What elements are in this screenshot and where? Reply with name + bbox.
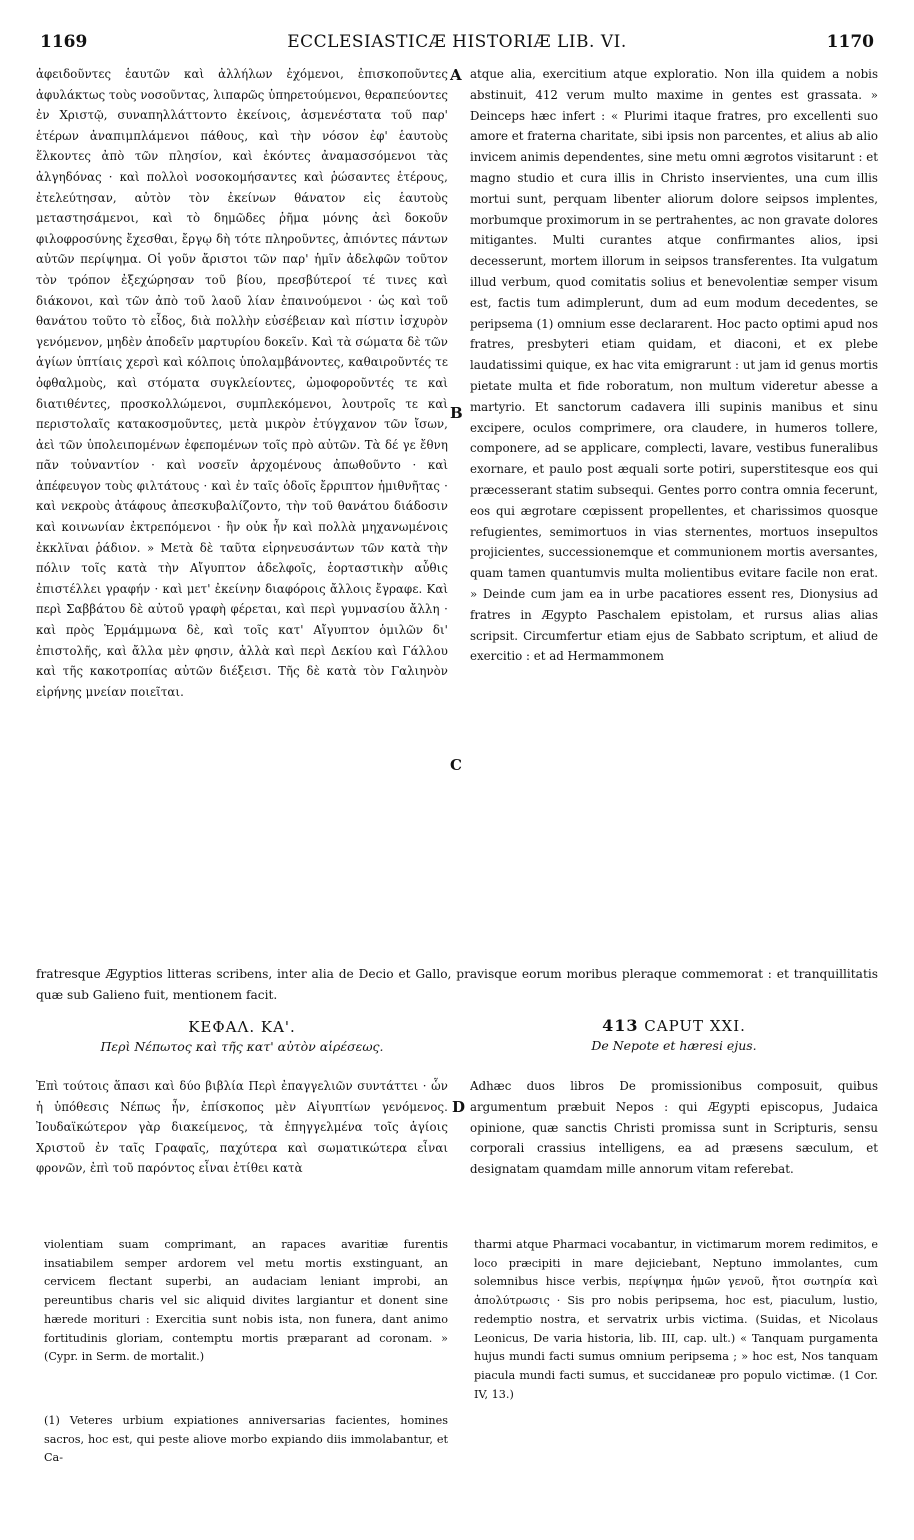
footnote-1: (1) Veteres urbium expiationes anniversarias facientes, homines sacros, hoc est, qui peste aliove morbo expiando diis immolabantur, et Ca-: [44, 1414, 448, 1465]
greek-chapter-title: ΚΕΦΑΛ. ΚΑ'.: [188, 1018, 296, 1036]
latin-chapter-text: Adhæc duos libros De promissionibus composuit, quibus argumentum præbuit Nepos : qui Ægypti episcopus, Judaica opinione, quæ sanctis Christi promissa sunt in Scripturis, sensu corporali crassius intelligens, ea ad præsens sæculum, et designatam quamdam mille annorum vitam referebat.: [470, 1079, 878, 1177]
margin-marker-c: C: [450, 756, 462, 774]
greek-chapter-heading: [36, 1018, 448, 1054]
margin-marker-d: D: [452, 1098, 466, 1116]
page-number-left: 1169: [40, 32, 88, 52]
greek-chapter-text: Ἐπὶ τούτοις ἅπασι καὶ δύο βιβλία Περὶ ἐπαγγελιῶν συντάττει · ὧν ἡ ὑπόθεσις Νέπως ἦν, ἐπίσκοπος μὲν Αἰγυπτίων γενόμενος. Ἰουδαϊκώτερον γὰρ διακείμενος, τὰ ἐπηγγελμένα τοῖς ἁγίοις Χριστοῦ ἐν ταῖς Γραφαῖς, παχύτερα καὶ σωματικώτερα εἶναι φρονῶν, ἐπὶ τοῦ παρόντος εἶναι ἐτίθει κατὰ: [36, 1079, 448, 1176]
footnote-left-continuation: violentiam suam comprimant, an rapaces avaritiæ furentis insatiabilem semper ardorem vel metu mortis exstinguant, an cervicem flectant superbi, an audaciam leniant improbi, an pereuntibus charis vel sic aliquid divites largiantur et donent sine hærede morituri : Exercitia sunt nobis ista, non funera, dant animo fortitudinis gloriam, contemptu mortis præparant ad coronam. » (Cypr. in Serm. de mortalit.): [44, 1238, 448, 1364]
running-title: ECCLESIASTICÆ HISTORIÆ LIB. VI.: [287, 32, 627, 52]
latin-chapter-title: CAPUT XXI.: [644, 1017, 746, 1035]
latin-column-text: atque alia, exercitium atque exploratio. Non illa quidem a nobis abstinuit, 412 verum multo maxime in gentes est grassata. » Deinceps hæc infert : « Plurimi itaque fratres, pro excellenti suo amore et fraterna charitate, sibi ipsis non parcentes, et alius ab alio invicem animis dependentes, sine metu omni ægrotos visitarunt : et magno studio et cura illis in Christo inservientes, una cum illis mortui sunt, perquam libenter aliorum dolore seipsos implentes, morbumque proximorum in se pertrahentes, ac non gravate dolores mitigantes. Multi curantes atque confirmantes alios, ipsi decesserunt, mortem illorum in seipsos transferentes. Ita vulgatum illud verbum, quod comitatis solius et benevolentiæ semper visum est, factis tum adimplerunt, dum ad eum modum decedentes, se peripsema (1) omnium esse declararent. Hoc pacto optimi apud nos fratres, presbyteri etiam quidam, et diaconi, et ex plebe laudatissimi quique, ex hac vita emigrarunt : ut jam id genus mortis pietate multa et fide roboratum, non multum videretur abesse a martyrio. Et sanctorum cadavera illi supinis manibus et sinu excipere, oculos comprimere, ora claudere, in humeros tollere, componere, ad se applicare, complecti, lavare, vestibus funeralibus exornare, et paulo post æquali sorte potiri, superstitesque eos qui præcesserant statim subsequi. Gentes porro contra omnia fecerunt, eos qui ægrotare cœpissent propellentes, et charissimos quosque refugientes, semimortuos in vias sternentes, mortuos insepultos projicientes, successionemque et communionem mortis aversantes, quam tamen quantumvis multa molientibus evitare facile non erat. » Deinde cum jam ea in urbe pacatiores essent res, Dionysius ad fratres in Ægypto Paschalem epistolam, et rursus alias alias scripsit. Circumfertur etiam ejus de Sabbato scriptum, et aliud de exercitio : et ad Hermammonem: [470, 67, 878, 664]
margin-marker-b: B: [450, 404, 463, 422]
page-number-right: 1170: [826, 32, 874, 52]
latin-chapter-subtitle: De Nepote et hæresi ejus.: [591, 1038, 757, 1053]
latin-chapter-heading: [470, 1016, 878, 1053]
page-header: [40, 32, 874, 58]
greek-column-text: ἀφειδοῦντες ἑαυτῶν καὶ ἀλλήλων ἐχόμενοι, ἐπισκοποῦντες ἀφυλάκτως τοὺς νοσοῦντας, λιπαρῶς ὑπηρετούμενοι, θεραπεύοντες ἐν Χριστῷ, συναπηλλάττοντο ἐκείνοις, ἀσμενέστατα τοῦ παρ' ἑτέρων ἀναπιμπλάμενοι πάθους, καὶ τὴν νόσον ἐφ' ἑαυτοὺς ἕλκοντες ἀπὸ τῶν πλησίον, καὶ ἑκόντες ἀναμασσόμενοι τὰς ἀλγηδόνας · καὶ πολλοὶ νοσοκομήσαντες καὶ ῥώσαντες ἑτέρους, ἐτελεύτησαν, αὐτὸν τὸν ἐκείνων θάνατον εἰς ἑαυτοὺς μεταστησάμενοι, καὶ τὸ δημῶδες ῥῆμα μόνης ἀεὶ δοκοῦν φιλοφροσύνης ἔχεσθαι, ἔργῳ δὴ τότε πληροῦντες, ἀπιόντες πάντων αὐτῶν περίψημα. Οἱ γοῦν ἄριστοι τῶν παρ' ἡμῖν ἀδελφῶν τοῦτον τὸν τρόπον ἐξεχώρησαν τοῦ βίου, πρεσβύτεροί τέ τινες καὶ διάκονοι, καὶ τῶν ἀπὸ τοῦ λαοῦ λίαν ἐπαινούμενοι · ὡς καὶ τοῦ θανάτου τοῦτο τὸ εἶδος, διὰ πολλὴν εὐσέβειαν καὶ πίστιν ἰσχυρὸν γενόμενον, μηδὲν ἀποδεῖν μαρτυρίου δοκεῖν. Καὶ τὰ σώματα δὲ τῶν ἁγίων ὑπτίαις χερσὶ καὶ κόλποις ὑπολαμβάνοντες, καθαιροῦντές τε ὀφθαλμοὺς, καὶ στόματα συγκλείοντες, ὠμοφοροῦντές τε καὶ διατιθέντες, προσκολλώμενοι, συμπλεκόμενοι, λουτροῖς τε καὶ περιστολαῖς κατακοσμοῦντες, μετὰ μικρὸν ἐτύγχανον τῶν ἴσων, ἀεὶ τῶν ὑπολειπομένων ἐφεπομένων τοῖς πρὸ αὐτῶν. Τὰ δέ γε ἔθνη πᾶν τοὐναντίον · καὶ νοσεῖν ἀρχομένους ἀπωθοῦντο · καὶ ἀπέφευγον τοὺς φιλτάτους · καὶ ἐν ταῖς ὁδοῖς ἔρριπτον ἡμιθνῆτας · καὶ νεκροὺς ἀτάφους ἀπεσκυβαλίζοντο, τὴν τοῦ θανάτου διάδοσιν καὶ κοινωνίαν ἐκτρεπόμενοι · ἣν οὐκ ἦν καὶ πολλὰ μηχανωμένοις ἐκκλῖναι ῥάδιον. » Μετὰ δὲ ταῦτα εἰρηνευσάντων τῶν κατὰ τὴν πόλιν τοῖς κατὰ τὴν Αἴγυπτον ἀδελφοῖς, ἑορταστικὴν αὖθις ἐπιστέλλει γραφήν · καὶ μετ' ἐκείνην διαφόροις ἄλλοις ἔγραφε. Καὶ περὶ Σαββάτου δὲ αὐτοῦ γραφὴ φέρεται, καὶ περὶ γυμνασίου ἄλλη · καὶ πρὸς Ἑρμάμμωνα δὲ, καὶ τοῖς κατ' Αἴγυπτον ὁμιλῶν δι' ἐπιστολῆς, καὶ ἄλλα μὲν φησιν, ἀλλὰ καὶ περὶ Δεκίου καὶ Γάλλου καὶ τῆς κακοτροπίας αὐτῶν διέξεισι. Τῆς δὲ κατὰ τὸν Γαλιηνὸν εἰρήνης μνείαν ποιεῖται.: [36, 67, 448, 699]
footnote-right: tharmi atque Pharmaci vocabantur, in victimarum morem redimitos, e loco præcipiti in mare dejiciebant, Neptuno immolantes, cum solemnibus hisce verbis, περίψημα ἡμῶν γενοῦ, ἤτοι σωτηρία καὶ ἀπολύτρωσις · Sis pro nobis peripsema, hoc est, piaculum, lustio, redemptio nostra, et servatrix urbis victima. (Suidas, et Nicolaus Leonicus, De varia historia, lib. III, cap. ult.) « Tanquam purgamenta hujus mundi facti sumus omnium peripsema ; » hoc est, Nos tanquam piacula mundi facti sumus, et succidaneæ pro populo victimæ. (1 Cor. IV, 13.): [474, 1238, 878, 1401]
column-number: 413: [602, 1016, 639, 1035]
latin-continuation: fratresque Ægyptios litteras scribens, inter alia de Decio et Gallo, pravisque eorum moribus pleraque commemorat : et tranquillitatis quæ sub Galieno fuit, mentionem facit.: [36, 967, 878, 1002]
greek-chapter-subtitle: Περὶ Νέπωτος καὶ τῆς κατ' αὐτὸν αἱρέσεως.: [100, 1039, 384, 1054]
margin-marker-a: A: [450, 66, 462, 84]
